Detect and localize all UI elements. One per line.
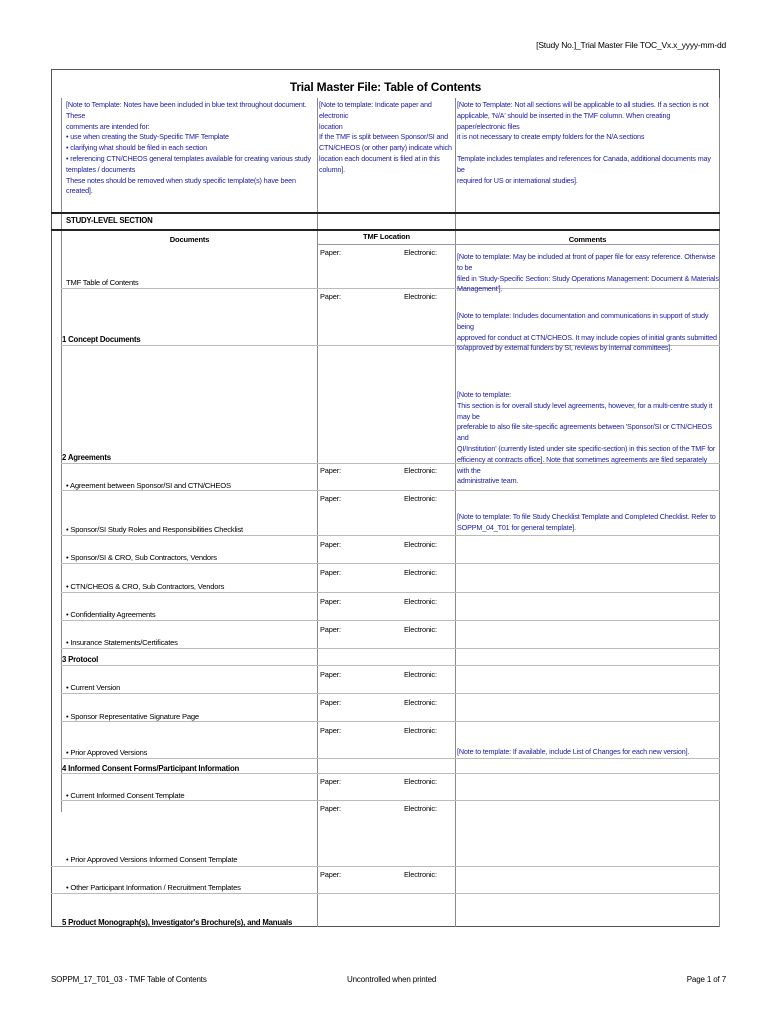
comment-line: preferable to also file site-specific agreements between 'Sponsor/SI or CTN/CHEOS and xyxy=(457,422,712,443)
electronic-location-label: Electronic: xyxy=(404,248,437,257)
comment-line: [Note to template: May be included at front of paper file for easy reference. Otherwise to be xyxy=(457,252,716,272)
electronic-location-label: Electronic: xyxy=(404,777,437,786)
column-header-comments: Comments xyxy=(568,235,607,244)
note-line: location xyxy=(319,121,343,131)
note-line: required for US or international studies]. xyxy=(457,175,578,185)
template-notes-middle xyxy=(319,100,454,176)
note-line: • clarifying what should be filed in each section xyxy=(66,143,207,153)
row-prior-versions: • Prior Approved Versions xyxy=(66,748,148,757)
page-title: Trial Master File: Table of Contents xyxy=(289,80,482,94)
row-insurance: • Insurance Statements/Certificates xyxy=(66,638,178,647)
note-line: [Note to Template: Not all sections will be applicable to all studies. If a section is not xyxy=(457,100,709,109)
comment-line: Management']. xyxy=(457,284,503,294)
paper-location-label: Paper: xyxy=(320,670,341,679)
row-protocol: 3 Protocol xyxy=(62,655,99,664)
paper-location-label: Paper: xyxy=(320,870,341,879)
comment-line: SOPPM_04_T01 for general template]. xyxy=(457,522,577,532)
row-rule xyxy=(61,490,720,491)
paper-location-label: Paper: xyxy=(320,248,341,257)
row-agreement-sponsor: • Agreement between Sponsor/SI and CTN/CHEOS xyxy=(66,481,231,490)
comment-line: approved for conduct at CTN/CHEOS. It may include copies of initial grants submitted xyxy=(457,332,717,342)
electronic-location-label: Electronic: xyxy=(404,698,437,707)
electronic-location-label: Electronic: xyxy=(404,625,437,634)
paper-location-label: Paper: xyxy=(320,568,341,577)
section-rule-bottom xyxy=(51,229,720,231)
paper-location-label: Paper: xyxy=(320,494,341,503)
electronic-location-label: Electronic: xyxy=(404,870,437,879)
column-header-documents: Documents xyxy=(169,235,210,244)
row-roles-checklist: • Sponsor/SI Study Roles and Responsibilities Checklist xyxy=(66,525,243,534)
note-line: [Note to Template: Notes have been included in blue text throughout document. These xyxy=(66,100,307,120)
comment-line: This section is for overall study level agreements, however, for a multi-centre study it may be xyxy=(457,400,713,421)
footer-control-note: Uncontrolled when printed xyxy=(347,975,437,984)
row-rule xyxy=(61,535,720,536)
note-line: • use when creating the Study-Specific TMF Template xyxy=(66,132,229,142)
row-rule xyxy=(61,563,720,564)
row-signature-page: • Sponsor Representative Signature Page xyxy=(66,712,199,721)
note-line: location each document is filed at in this xyxy=(319,153,440,163)
row-other-participant: • Other Participant Information / Recruitment Templates xyxy=(66,883,241,892)
comment-line: [Note to template: To file Study Checklist Template and Completed Checklist. Refer to xyxy=(457,512,716,521)
header-rule xyxy=(318,244,720,245)
comment-roles-checklist xyxy=(457,512,719,534)
comment-line: to/approved by external funders by SI, reviews by internal committees]. xyxy=(457,343,673,353)
comment-tmf-toc xyxy=(457,252,719,295)
row-rule xyxy=(61,648,720,649)
template-notes-right xyxy=(457,100,719,186)
row-product-monograph: 5 Product Monograph(s), Investigator's Brochure(s), and Manuals xyxy=(62,918,293,927)
note-line: If the TMF is split between Sponsor/SI and xyxy=(319,132,448,142)
comment-line: [Note to template: Includes documentation and communications in support of study being xyxy=(457,311,709,331)
electronic-location-label: Electronic: xyxy=(404,804,437,813)
electronic-location-label: Electronic: xyxy=(404,670,437,679)
row-current-version: • Current Version xyxy=(66,683,121,692)
note-line: it is not necessary to create empty folders for the N/A sections xyxy=(457,132,645,142)
column-divider-right xyxy=(455,98,456,927)
row-tmf-toc: TMF Table of Contents xyxy=(66,278,139,287)
paper-location-label: Paper: xyxy=(320,292,341,301)
row-rule xyxy=(61,665,720,666)
electronic-location-label: Electronic: xyxy=(404,726,437,735)
comment-agreements xyxy=(457,390,719,487)
footer-page-number: Page 1 of 7 xyxy=(686,975,726,984)
row-rule xyxy=(51,893,720,894)
note-line: comments are intended for: xyxy=(66,121,150,131)
row-sponsor-cro: • Sponsor/SI & CRO, Sub Contractors, Vendors xyxy=(66,553,217,562)
note-line: • referencing CTN/CHEOS general templates available for creating various study xyxy=(66,153,311,163)
comment-prior-versions xyxy=(457,747,719,758)
note-line: Template includes templates and references for Canada, additional documents may be xyxy=(457,153,711,174)
note-line: CTN/CHEOS (or other party) indicate which xyxy=(319,143,452,153)
comment-line: efficiency at contracts office]. Note that sometimes agreements are filed separately with the xyxy=(457,454,708,475)
footer-doc-id: SOPPM_17_T01_03 - TMF Table of Contents xyxy=(51,975,207,984)
column-divider-middle xyxy=(317,98,318,927)
electronic-location-label: Electronic: xyxy=(404,597,437,606)
row-ctn-cro: • CTN/CHEOS & CRO, Sub Contractors, Vendors xyxy=(66,582,225,591)
comment-line: filed in 'Study-Specific Section: Study Operations Management: Document & Materials xyxy=(457,273,719,283)
row-rule xyxy=(61,721,720,722)
comment-line: [Note to template: xyxy=(457,390,512,399)
note-line: templates / documents xyxy=(66,164,136,174)
row-rule xyxy=(61,773,720,774)
paper-location-label: Paper: xyxy=(320,540,341,549)
electronic-location-label: Electronic: xyxy=(404,494,437,503)
row-rule xyxy=(61,800,720,801)
note-line xyxy=(457,143,719,154)
row-informed-consent: 4 Informed Consent Forms/Participant Information xyxy=(62,764,240,773)
row-rule xyxy=(61,620,720,621)
row-rule xyxy=(61,592,720,593)
note-line: applicable, 'N/A' should be inserted in the TMF column. When creating paper/electronic files xyxy=(457,110,671,131)
template-notes-left xyxy=(66,100,316,197)
note-line: These notes should be removed when study specific template(s) have been created]. xyxy=(66,175,296,196)
comment-line: QI/Institution' (currently listed under site specific-section) in this section of the TMF for xyxy=(457,443,716,453)
paper-location-label: Paper: xyxy=(320,777,341,786)
column-header-location: TMF Location xyxy=(363,232,410,241)
paper-location-label: Paper: xyxy=(320,625,341,634)
document-header-id: [Study No.]_Trial Master File TOC_Vx.x_yyyy-mm-dd xyxy=(536,40,726,50)
comment-concept xyxy=(457,311,719,354)
electronic-location-label: Electronic: xyxy=(404,466,437,475)
row-confidentiality: • Confidentiality Agreements xyxy=(66,610,156,619)
note-line: column]. xyxy=(319,164,345,174)
row-agreements: 2 Agreements xyxy=(62,453,111,462)
row-rule xyxy=(61,758,720,759)
electronic-location-label: Electronic: xyxy=(404,292,437,301)
row-prior-icf: • Prior Approved Versions Informed Consent Template xyxy=(66,855,238,864)
row-current-icf: • Current Informed Consent Template xyxy=(66,791,185,800)
electronic-location-label: Electronic: xyxy=(404,540,437,549)
paper-location-label: Paper: xyxy=(320,597,341,606)
comment-line: [Note to template: If available, include List of Changes for each new version]. xyxy=(457,747,690,756)
row-rule xyxy=(51,866,720,867)
row-rule xyxy=(61,693,720,694)
comment-line: administrative team. xyxy=(457,476,519,486)
note-line: [Note to template: Indicate paper and electronic xyxy=(319,100,432,120)
paper-location-label: Paper: xyxy=(320,466,341,475)
row-concept-documents: 1 Concept Documents xyxy=(62,335,141,344)
paper-location-label: Paper: xyxy=(320,726,341,735)
paper-location-label: Paper: xyxy=(320,698,341,707)
section-rule-top xyxy=(51,212,720,214)
column-divider-edge xyxy=(719,98,720,927)
section-title: STUDY-LEVEL SECTION xyxy=(66,216,153,225)
paper-location-label: Paper: xyxy=(320,804,341,813)
electronic-location-label: Electronic: xyxy=(404,568,437,577)
